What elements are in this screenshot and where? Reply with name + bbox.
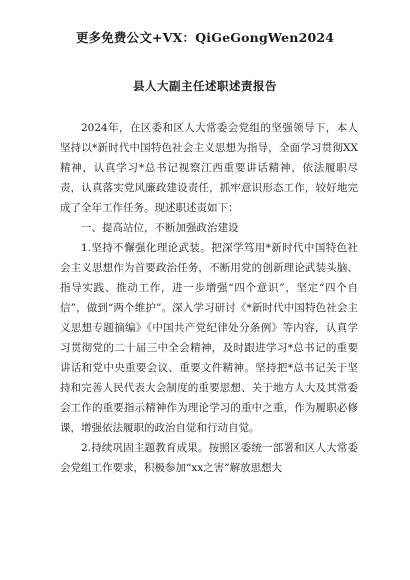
item-paragraph-1	[60, 238, 358, 438]
item-text-2: 按照区委统一部署和区人大常委会党组工作要求，积极参加“xx之害”解放思想大	[60, 442, 358, 474]
item-text-1: 把深学笃用*新时代中国特色社会主义思想作为首要政治任务，不断用党的创新理论武装头脑、指导实践、推动工作，进一步增强“四个意识”，坚定“四个自信”，做到“两个维护”。深入学习研讨《*新时代中国特色社会主义思想专题摘编》《中国共产党纪律处分条例》等内容，认真学习贯彻党的二十届三中全会精神，及时跟进学习*总书记的重要讲话和党中央重要会议、重要文件精神。坚持把*总书记关于坚持和完善人民代表大会制度的重要思想、关于地方人大及其常委会工作的重要指示精神作为理论学习的重中之重，作为履职必修课，增强依法履职的政治自觉和行动自觉。	[60, 242, 358, 434]
item-lead-2: 2.持续巩固主题教育成果。	[81, 442, 209, 454]
document-body	[60, 118, 358, 478]
section-heading	[60, 218, 358, 238]
intro-paragraph-text: 2024年，在区委和区人大常委会党组的坚强领导下，本人坚持以*新时代中国特色社会主义思想为指导，全面学习贯彻XX精神，认真学习*总书记视察江西重要讲话精神，依法履职尽责，认真落实党风廉政建设责任，抓牢意识形态工作，较好地完成了全年工作任务。现述职述责如下：	[60, 122, 358, 214]
intro-paragraph	[60, 118, 358, 218]
promo-banner: 更多免费公文+VX：QiGeGongWen2024	[75, 30, 335, 45]
document-title: 县人大副主任述职述责报告	[133, 79, 277, 93]
item-lead-1: 1.坚持不懈强化理论武装。	[81, 242, 212, 254]
item-paragraph-2	[60, 438, 358, 478]
section-heading-text: 一、提高站位，不断加强政治建设	[81, 222, 239, 234]
